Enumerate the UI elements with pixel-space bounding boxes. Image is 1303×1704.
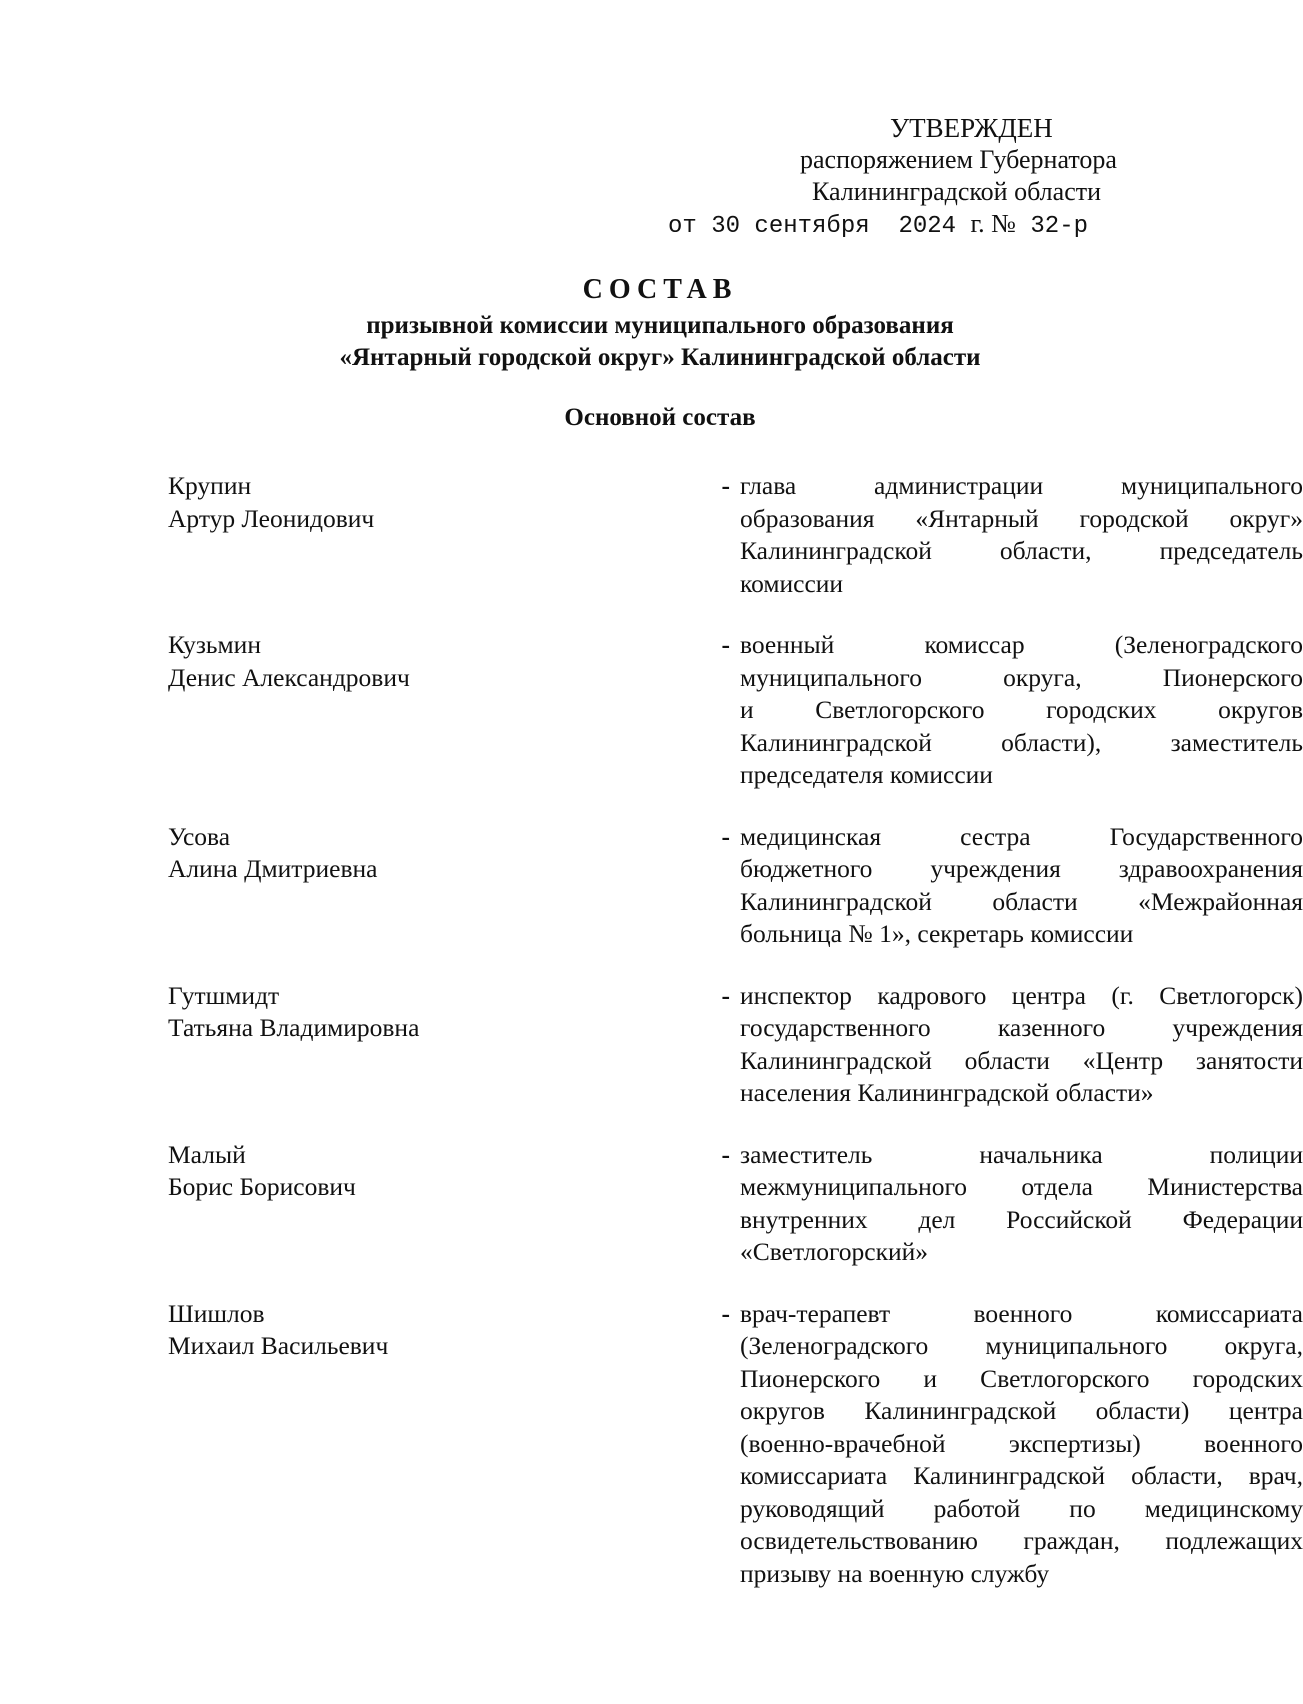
member-role-line: освидетельствованию граждан, подлежащих: [740, 1526, 1303, 1555]
member-role: [740, 1298, 1303, 1591]
member-role-line: округов Калининградской области) центра: [740, 1396, 1303, 1425]
member-surname: Шишлов: [168, 1298, 265, 1328]
member-role-line: военный комиссар (Зеленоградского: [740, 630, 1303, 659]
document-subtitle-line2: «Янтарный городской округ» Калининградской области: [339, 344, 981, 371]
approval-line-region: Калининградской области: [812, 177, 1102, 206]
member-given-names: Татьяна Владимировна: [168, 1013, 420, 1042]
member-role: [740, 629, 1303, 792]
member-dash: -: [721, 980, 730, 1010]
member-role-line: (военно-врачебной экспертизы) военного: [740, 1428, 1303, 1458]
member-role: [740, 821, 1303, 951]
member-row: [168, 980, 1303, 1110]
member-role-line: инспектор кадрового центра (г. Светлогорск): [740, 980, 1303, 1010]
member-role-line: населения Калининградской области»: [740, 1078, 1154, 1107]
member-role-line: внутренних дел Российской Федерации: [740, 1204, 1303, 1234]
member-dash: -: [721, 471, 730, 500]
member-role-line: образования «Янтарный городской округ»: [740, 503, 1303, 533]
member-dash: -: [721, 1139, 730, 1169]
member-given-names: Михаил Васильевич: [168, 1331, 389, 1360]
member-name: [168, 629, 548, 694]
member-name: [168, 980, 548, 1045]
member-role-line: комиссии: [740, 568, 844, 598]
member-role-line: Калининградской области), заместитель: [740, 727, 1303, 757]
approval-number-label: г. №: [970, 209, 1016, 238]
member-surname: Гутшмидт: [168, 980, 280, 1010]
member-role-line: государственного казенного учреждения: [740, 1013, 1303, 1042]
member-role-line: председателя комиссии: [740, 760, 993, 789]
member-role: [740, 980, 1303, 1110]
member-dash: -: [721, 630, 730, 659]
member-given-names: Денис Александрович: [168, 662, 410, 692]
member-given-names: Артур Леонидович: [168, 503, 375, 533]
member-role-line: муниципального округа, Пионерского: [740, 662, 1303, 692]
member-role-line: глава администрации муниципального: [740, 471, 1303, 500]
approval-date: от 30 сентября 2024: [668, 213, 957, 240]
member-role-line: больница № 1», секретарь комиссии: [740, 919, 1134, 948]
member-role-line: «Светлогорский»: [740, 1237, 929, 1266]
approval-number: 32-р: [1030, 213, 1089, 240]
member-role-line: и Светлогорского городских округов: [740, 695, 1303, 724]
member-role-line: Пионерского и Светлогорского городских: [740, 1363, 1303, 1393]
approval-title: УТВЕРЖДЕН: [890, 113, 1053, 143]
member-name: [168, 470, 548, 535]
member-role-line: Калининградской области, председатель: [740, 536, 1303, 565]
document-subtitle-line1: призывной комиссии муниципального образования: [366, 312, 954, 339]
member-name: [168, 1298, 548, 1363]
member-role-line: бюджетного учреждения здравоохранения: [740, 854, 1303, 883]
member-row: [168, 629, 1303, 792]
member-role-line: заместитель начальника полиции: [740, 1139, 1303, 1169]
member-row: [168, 1298, 1303, 1591]
member-row: [168, 470, 1303, 600]
approval-line-decree: распоряжением Губернатора: [800, 145, 1117, 174]
member-role-line: комиссариата Калининградской области, врач,: [740, 1461, 1303, 1490]
member-role-line: врач-терапевт военного комиссариата: [740, 1298, 1303, 1328]
member-role-line: (Зеленоградского муниципального округа,: [740, 1331, 1303, 1360]
member-surname: Кузьмин: [168, 630, 261, 659]
member-name: [168, 1139, 548, 1204]
section-heading: Основной состав: [564, 404, 756, 431]
member-given-names: Борис Борисович: [168, 1172, 356, 1201]
approval-date-line: [668, 208, 1088, 243]
member-row: [168, 821, 1303, 951]
member-given-names: Алина Дмитриевна: [168, 854, 378, 883]
document-title: СОСТАВ: [582, 274, 738, 305]
member-role-line: Калининградской области «Центр занятости: [740, 1045, 1303, 1075]
member-role-line: Калининградской области «Межрайонная: [740, 886, 1303, 916]
member-surname: Крупин: [168, 471, 252, 500]
member-dash: -: [721, 821, 730, 851]
member-role-line: медицинская сестра Государственного: [740, 821, 1303, 851]
member-role: [740, 470, 1303, 600]
member-role-line: межмуниципального отдела Министерства: [740, 1172, 1303, 1201]
member-role-line: призыву на военную службу: [740, 1558, 1050, 1588]
member-role: [740, 1139, 1303, 1269]
member-name: [168, 821, 548, 886]
members-list: [168, 470, 1303, 1619]
member-role-line: руководящий работой по медицинскому: [740, 1493, 1303, 1523]
member-row: [168, 1139, 1303, 1269]
member-dash: -: [721, 1298, 730, 1328]
member-surname: Малый: [168, 1139, 246, 1169]
member-surname: Усова: [168, 821, 231, 851]
